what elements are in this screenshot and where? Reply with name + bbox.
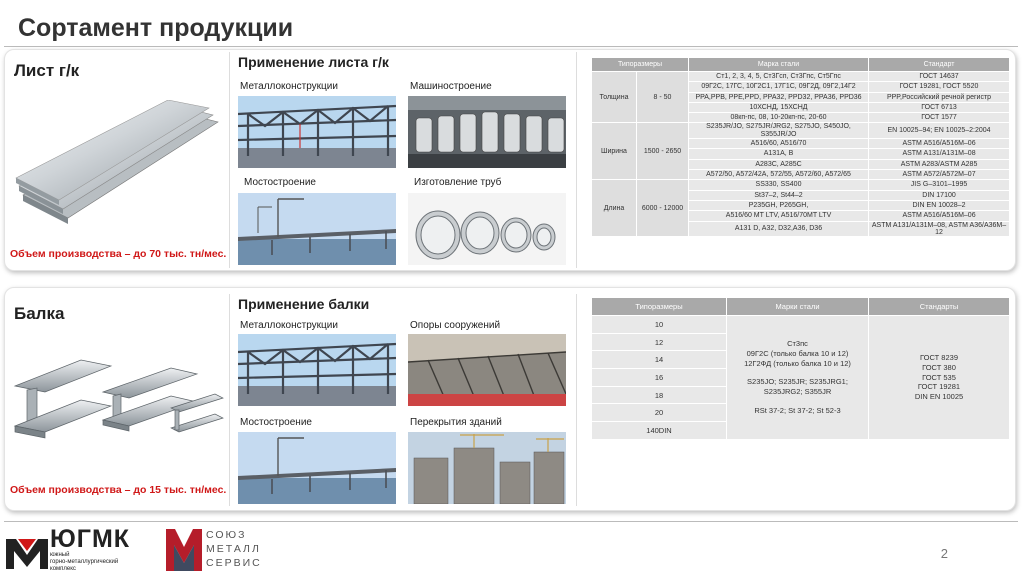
app-label: Перекрытия зданий [410,417,502,428]
beam-size: 20 [592,404,727,422]
steel-sheet-image [13,100,225,240]
sheet-assortment-table [591,57,1010,237]
sheet-applications [229,52,577,268]
ugmk-logo [6,527,142,572]
sheet-volume: Объем производства – до 70 тыс. тн/мес. [10,248,227,260]
steel-grade: 12Г2ФД (только балка 10 и 12) [744,358,851,368]
beam-size: 140DIN [592,422,727,440]
steel-grade: A131A, B [689,149,869,159]
building-floors-image [408,432,566,504]
steel-grade: P235GH, P265GH, [689,200,869,210]
standard: DIN 17100 [869,190,1010,200]
logo-word: МЕТАЛЛ [206,543,261,555]
steel-grade: S235JRG2; S355JR [763,387,832,397]
logo-word: СЕРВИС [206,557,262,569]
bridge-image [238,193,396,265]
standard: ASTM A516/A516M–06 [869,211,1010,221]
dimension-name: Длина [592,180,637,237]
dimension-range: 8 - 50 [637,72,689,123]
standard: JIS G–3101–1995 [869,180,1010,190]
machinery-image [408,96,566,168]
table-header: Стандарты [869,298,1010,316]
dimension-range: 1500 - 2650 [637,123,689,180]
ugmk-subtitle: комплекс [50,566,76,572]
app-label: Мостостроение [244,177,316,188]
standard: EN 10025–94; EN 10025–2:2004 [869,123,1010,139]
table-header: Типоразмеры [592,58,689,72]
sheet-app-title: Применение листа г/к [238,54,389,70]
steel-grade: A516/60 MT LTV, A516/70MT LTV [689,211,869,221]
steel-structure-image [238,96,396,168]
steel-grade: A283C, A285C [689,159,869,169]
steel-grade: Ст1, 2, 3, 4, 5, Ст3Гсп, Ст3Гпс, Ст5Гпс [689,72,869,82]
steel-grade: St37–2, St44–2 [689,190,869,200]
standard: ГОСТ 19281, ГОСТ 5520 [869,82,1010,92]
steel-grade: Ст3пс [787,339,808,349]
beam-size: 12 [592,333,727,351]
standard: DIN EN 10028–2 [869,200,1010,210]
ugmk-name: ЮГМК [50,525,131,553]
beam-size: 10 [592,316,727,334]
standard: ГОСТ 8239 [920,353,958,363]
table-header: Типоразмеры [592,298,727,316]
dimension-range: 6000 - 12000 [637,180,689,237]
steel-grade: A131 D, A32, D32,A36, D36 [689,221,869,237]
steel-structure-image [238,334,396,406]
app-label: Металлоконструкции [240,81,338,92]
page-number: 2 [940,546,948,561]
steel-grade: A572/50, A572/42A, 572/55, A572/60, A572/65 [689,170,869,180]
standard: DIN EN 10025 [914,392,964,402]
steel-grade: S235JO; S235JR; S235JRG1; [747,377,848,387]
app-label: Опоры сооружений [410,320,501,331]
title-divider [4,46,1018,47]
standard: ASTM A516/A516M–06 [869,139,1010,149]
table-header: Стандарт [869,58,1010,72]
table-header: Марка стали [689,58,869,72]
standard: ГОСТ 535 [922,372,956,382]
steel-grade: S235JR/JO, S275JR/JRG2, S275JO, S450JO, S355JR/JO [689,123,869,139]
structure-supports-image [408,334,566,406]
app-label: Машиностроение [410,81,492,92]
steel-beam-image [11,348,225,444]
dimension-name: Ширина [592,123,637,180]
standard: ASTM A283/ASTM A285 [869,159,1010,169]
steel-grade: 09Г2С, 17ГС, 10Г2С1, 17Г1С, 09Г2Д, 09Г2,14Г2 [689,82,869,92]
beam-section [4,287,1016,511]
logo-word: СОЮЗ [206,529,247,541]
app-label: Металлоконструкции [240,320,338,331]
standard: ASTM A572/A572M–07 [869,170,1010,180]
beam-size: 18 [592,386,727,404]
app-label: Изготовление труб [414,177,502,188]
beam-size: 14 [592,351,727,369]
beam-standards-cell [869,316,1010,440]
sheet-section [4,49,1016,271]
beam-volume: Объем производства – до 15 тыс. тн/мес. [10,484,227,496]
table-header: Марки стали [727,298,869,316]
standard: ASTM A131/A131M–08, ASTM A36/A36M–12 [869,221,1010,237]
steel-grade: 09Г2С (только балка 10 и 12) [746,348,849,358]
beam-title: Балка [14,304,65,323]
sms-mark-icon [166,529,202,571]
standard: PPP,Российский речной регистр [869,92,1010,102]
page-title: Сортамент продукции [18,14,294,42]
standard: ASTM A131/A131M–08 [869,149,1010,159]
steel-grade: 08кп-пс, 08, 10-20кп-пс, 20-60 [689,113,869,123]
standard: ГОСТ 380 [922,362,956,372]
ugmk-mark-icon [6,531,48,569]
steel-grade: PPA,PPB, PPE,PPD, PPA32, PPD32, PPA36, PPD36 [689,92,869,102]
beam-app-title: Применение балки [238,296,370,312]
standard: ГОСТ 6713 [869,102,1010,112]
beam-size: 16 [592,369,727,387]
steel-grade: A516/60, A516/70 [689,139,869,149]
soyuz-metall-servis-logo [166,527,276,572]
dimension-name: Толщина [592,72,637,123]
pipes-image [408,193,566,265]
standard: ГОСТ 19281 [917,382,961,392]
footer-divider [4,521,1018,522]
beam-grades-cell [727,316,869,440]
bridge-image [238,432,396,504]
beam-assortment-table [591,297,1010,440]
app-label: Мостостроение [240,417,312,428]
standard: ГОСТ 14637 [869,72,1010,82]
ugmk-subtitle: южный [50,552,70,558]
steel-grade: RSt 37-2; St 37-2; St 52-3 [754,405,841,415]
steel-grade: 10ХСНД, 15ХСНД [689,102,869,112]
beam-applications [229,294,577,506]
steel-grade: SS330, SS400 [689,180,869,190]
ugmk-subtitle: горно-металлургический [50,559,119,565]
sheet-title: Лист г/к [14,61,80,80]
standard: ГОСТ 1577 [869,113,1010,123]
